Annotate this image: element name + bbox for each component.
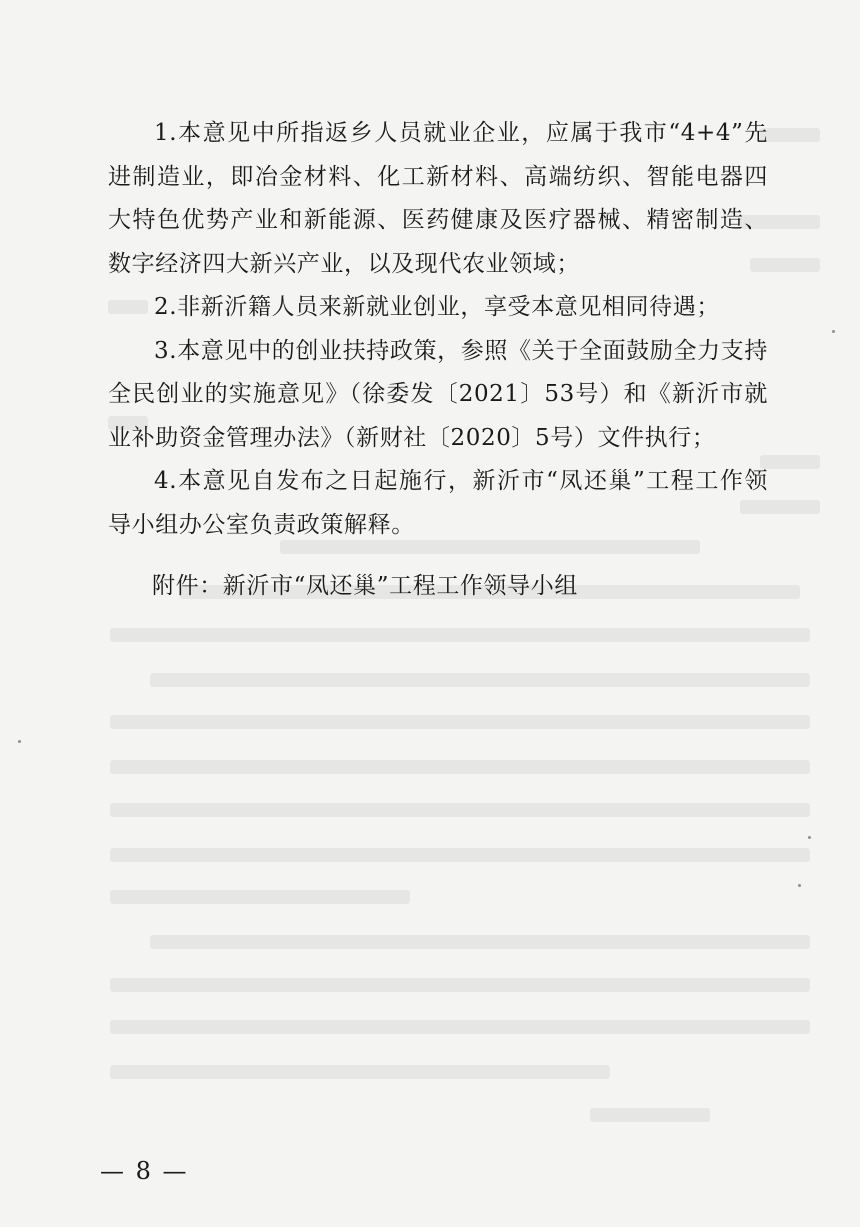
attachment-line: 附件：新沂市“凤还巢”工程工作领导小组 [152, 573, 578, 599]
clause-2: 2.非新沂籍人员来新就业创业，享受本意见相同待遇； [154, 294, 720, 320]
scan-speck [832, 330, 835, 333]
scan-speck [808, 836, 811, 839]
clause-3: 3.本意见中的创业扶持政策，参照《关于全面鼓励全力支持全民创业的实施意见》（徐委发〔2021〕53号）和《新沂市就业补助资金管理办法》（新财社〔2020〕5号）文件执行； [108, 337, 768, 451]
page-number: — 8 — [100, 1157, 189, 1185]
body-text [108, 112, 768, 547]
clause-4: 4.本意见自发布之日起施行，新沂市“凤还巢”工程工作领导小组办公室负责政策解释。 [108, 468, 768, 538]
scan-speck [798, 884, 801, 887]
scan-speck [18, 740, 21, 743]
clause-1: 1.本意见中所指返乡人员就业企业，应属于我市“4+4”先进制造业，即冶金材料、化工新材料、高端纺织、智能电器四大特色优势产业和新能源、医药健康及医疗器械、精密制造、数字经济四大新兴产业，以及现代农业领域； [108, 120, 768, 277]
